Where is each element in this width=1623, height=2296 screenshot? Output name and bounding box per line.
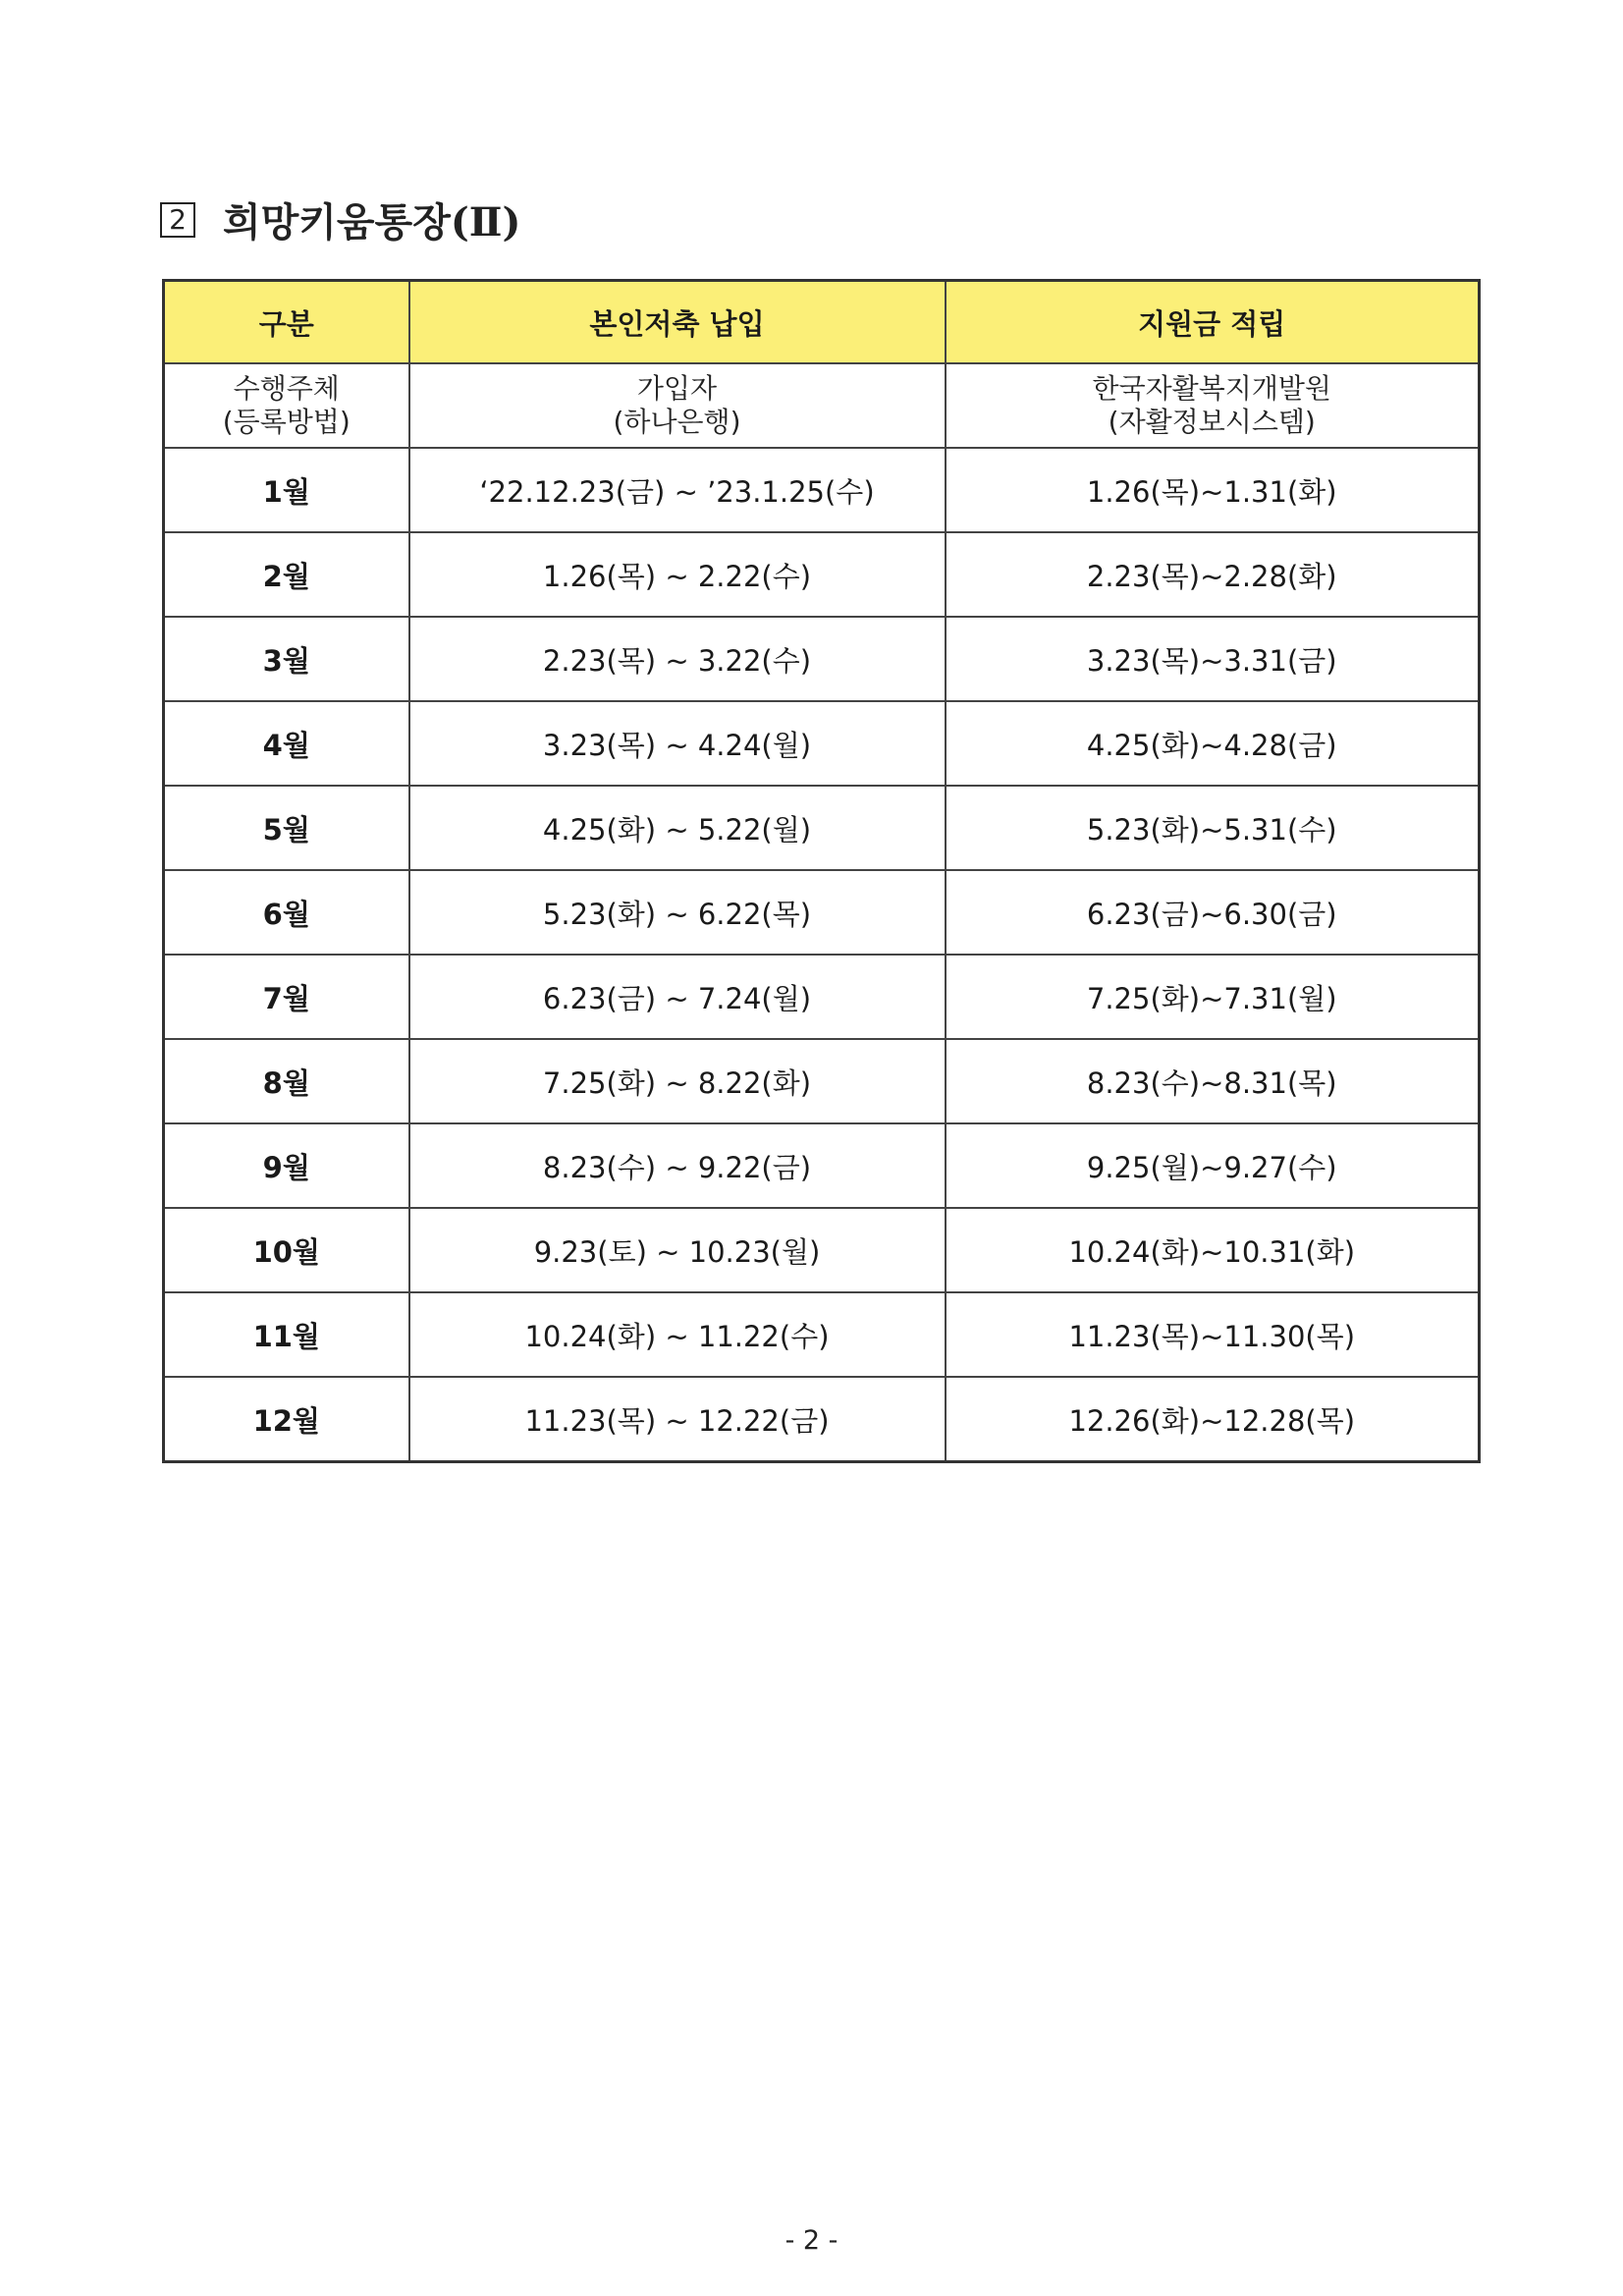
deposit-cell: 2.23(목) ~ 3.22(수) <box>409 617 946 701</box>
deposit-cell: 10.24(화) ~ 11.22(수) <box>409 1292 946 1377</box>
support-cell: 6.23(금)~6.30(금) <box>946 870 1480 955</box>
support-cell: 7.25(화)~7.31(월) <box>946 955 1480 1039</box>
subheader-support-line1: 한국자활복지개발원 <box>1092 372 1331 405</box>
deposit-cell: 4.25(화) ~ 5.22(월) <box>409 786 946 870</box>
table-subheader-row <box>164 363 1480 448</box>
table-row <box>164 786 1480 870</box>
month-cell: 6월 <box>164 870 409 955</box>
support-cell: 3.23(목)~3.31(금) <box>946 617 1480 701</box>
support-cell: 1.26(목)~1.31(화) <box>946 448 1480 532</box>
support-cell: 10.24(화)~10.31(화) <box>946 1208 1480 1292</box>
table-row <box>164 448 1480 532</box>
support-cell: 12.26(화)~12.28(목) <box>946 1377 1480 1462</box>
page-number: - 2 - <box>784 2225 839 2256</box>
table-row <box>164 701 1480 786</box>
section-number-box: 2 <box>160 202 195 238</box>
subheader-support-line2: (자활정보시스템) <box>1108 406 1316 438</box>
subheader-label <box>164 363 409 448</box>
table-row <box>164 955 1480 1039</box>
deposit-cell: 1.26(목) ~ 2.22(수) <box>409 532 946 617</box>
month-cell: 1월 <box>164 448 409 532</box>
subheader-label-line2: (등록방법) <box>222 406 351 438</box>
table-header-row <box>164 281 1480 364</box>
deposit-cell: 5.23(화) ~ 6.22(목) <box>409 870 946 955</box>
header-support: 지원금 적립 <box>946 281 1480 364</box>
deposit-cell: ‘22.12.23(금) ~ ’23.1.25(수) <box>409 448 946 532</box>
deposit-cell: 7.25(화) ~ 8.22(화) <box>409 1039 946 1123</box>
subheader-deposit-line2: (하나은행) <box>613 406 741 438</box>
table-row <box>164 1208 1480 1292</box>
support-cell: 11.23(목)~11.30(목) <box>946 1292 1480 1377</box>
table-row <box>164 1377 1480 1462</box>
month-cell: 12월 <box>164 1377 409 1462</box>
table-row <box>164 870 1480 955</box>
month-cell: 3월 <box>164 617 409 701</box>
table-row <box>164 532 1480 617</box>
month-cell: 7월 <box>164 955 409 1039</box>
deposit-cell: 6.23(금) ~ 7.24(월) <box>409 955 946 1039</box>
section-title-text: 희망키움통장(Ⅱ) <box>223 199 521 246</box>
month-cell: 9월 <box>164 1123 409 1208</box>
table-row <box>164 1292 1480 1377</box>
deposit-cell: 3.23(목) ~ 4.24(월) <box>409 701 946 786</box>
support-cell: 2.23(목)~2.28(화) <box>946 532 1480 617</box>
support-cell: 9.25(월)~9.27(수) <box>946 1123 1480 1208</box>
month-cell: 4월 <box>164 701 409 786</box>
subheader-support <box>946 363 1480 448</box>
month-cell: 10월 <box>164 1208 409 1292</box>
table-row <box>164 1123 1480 1208</box>
subheader-deposit <box>409 363 946 448</box>
table-row <box>164 617 1480 701</box>
month-cell: 5월 <box>164 786 409 870</box>
deposit-cell: 11.23(목) ~ 12.22(금) <box>409 1377 946 1462</box>
month-cell: 2월 <box>164 532 409 617</box>
support-cell: 8.23(수)~8.31(목) <box>946 1039 1480 1123</box>
deposit-cell: 9.23(토) ~ 10.23(월) <box>409 1208 946 1292</box>
support-cell: 5.23(화)~5.31(수) <box>946 786 1480 870</box>
schedule-table <box>162 279 1481 1463</box>
support-cell: 4.25(화)~4.28(금) <box>946 701 1480 786</box>
table-row <box>164 1039 1480 1123</box>
deposit-cell: 8.23(수) ~ 9.22(금) <box>409 1123 946 1208</box>
subheader-label-line1: 수행주체 <box>233 372 340 405</box>
month-cell: 8월 <box>164 1039 409 1123</box>
header-category: 구분 <box>164 281 409 364</box>
month-cell: 11월 <box>164 1292 409 1377</box>
header-deposit: 본인저축 납입 <box>409 281 946 364</box>
section-title <box>160 191 520 247</box>
subheader-deposit-line1: 가입자 <box>636 372 718 405</box>
